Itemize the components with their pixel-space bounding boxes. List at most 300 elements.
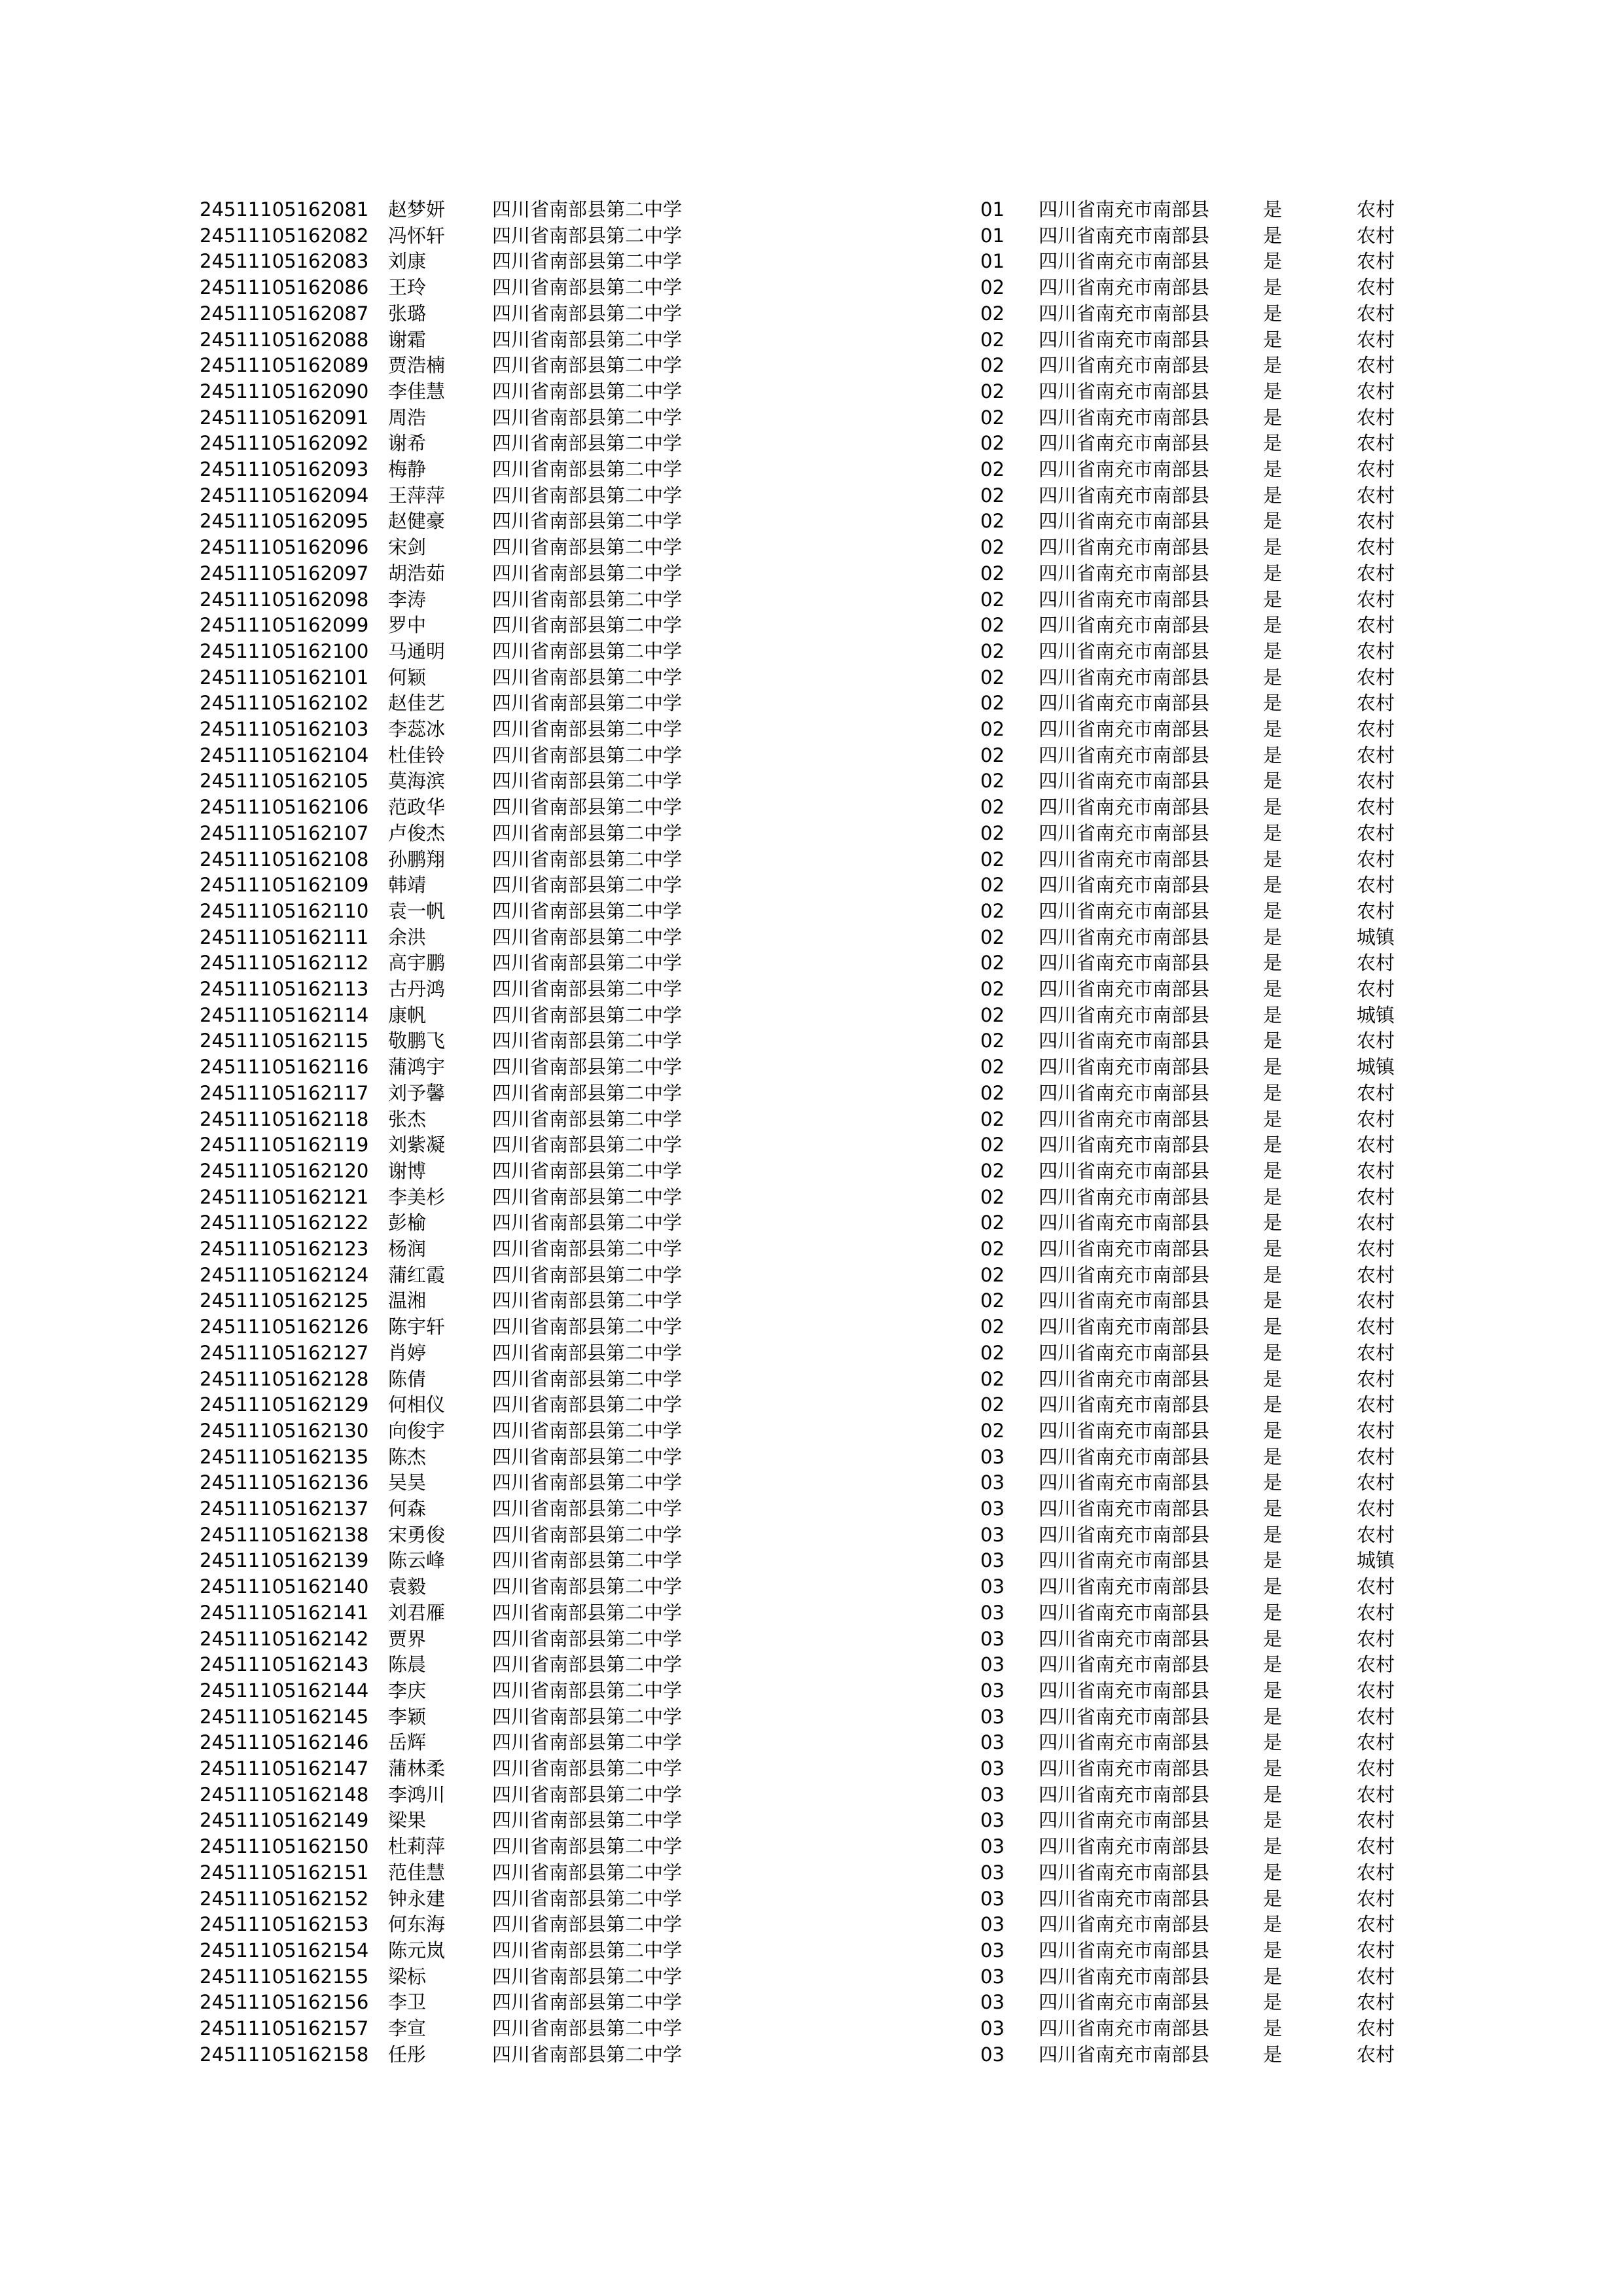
flag-cell: 是 <box>1263 614 1283 637</box>
student-id-cell: 24511105162107 <box>200 821 369 844</box>
flag-cell: 是 <box>1263 952 1283 975</box>
student-id-cell: 24511105162154 <box>200 1939 369 1962</box>
school-cell: 四川省南部县第二中学 <box>492 1238 683 1260</box>
student-name-cell: 李涛 <box>388 588 427 611</box>
student-name-cell: 刘予馨 <box>388 1081 446 1104</box>
class-code-cell: 02 <box>980 1030 1005 1052</box>
region-cell: 四川省南充市南部县 <box>1039 1107 1210 1130</box>
school-cell: 四川省南部县第二中学 <box>492 874 683 897</box>
class-code-cell: 03 <box>980 1523 1005 1546</box>
student-id-cell: 24511105162092 <box>200 432 369 455</box>
student-name-cell: 冯怀轩 <box>388 224 446 247</box>
residence-type-cell: 农村 <box>1357 1498 1395 1520</box>
class-code-cell: 02 <box>980 432 1005 455</box>
residence-type-cell: 农村 <box>1357 1757 1395 1780</box>
class-code-cell: 03 <box>980 2017 1005 2039</box>
student-name-cell: 刘康 <box>388 250 427 273</box>
table-row <box>0 872 1623 898</box>
student-name-cell: 陈杰 <box>388 1445 427 1468</box>
student-id-cell: 24511105162086 <box>200 276 369 299</box>
school-cell: 四川省南部县第二中学 <box>492 718 683 740</box>
student-id-cell: 24511105162149 <box>200 1809 369 1832</box>
student-name-cell: 孙鹏翔 <box>388 848 446 870</box>
residence-type-cell: 农村 <box>1357 1081 1395 1104</box>
class-code-cell: 03 <box>980 2043 1005 2066</box>
residence-type-cell: 农村 <box>1357 354 1395 377</box>
student-name-cell: 蒲红霞 <box>388 1263 446 1286</box>
student-id-cell: 24511105162083 <box>200 250 369 273</box>
class-code-cell: 03 <box>980 1653 1005 1676</box>
school-cell: 四川省南部县第二中学 <box>492 1549 683 1572</box>
student-name-cell: 李美杉 <box>388 1185 446 1208</box>
flag-cell: 是 <box>1263 1134 1283 1157</box>
residence-type-cell: 农村 <box>1357 250 1395 273</box>
residence-type-cell: 农村 <box>1357 1445 1395 1468</box>
residence-type-cell: 农村 <box>1357 562 1395 584</box>
student-name-cell: 刘紫凝 <box>388 1134 446 1157</box>
region-cell: 四川省南充市南部县 <box>1039 2017 1210 2039</box>
student-id-cell: 24511105162102 <box>200 692 369 715</box>
class-code-cell: 02 <box>980 796 1005 819</box>
school-cell: 四川省南部县第二中学 <box>492 250 683 273</box>
flag-cell: 是 <box>1263 354 1283 377</box>
flag-cell: 是 <box>1263 1056 1283 1079</box>
region-cell: 四川省南充市南部县 <box>1039 1134 1210 1157</box>
student-name-cell: 张杰 <box>388 1107 427 1130</box>
region-cell: 四川省南充市南部县 <box>1039 354 1210 377</box>
student-name-cell: 高宇鹏 <box>388 952 446 975</box>
flag-cell: 是 <box>1263 198 1283 221</box>
student-id-cell: 24511105162118 <box>200 1107 369 1130</box>
student-name-cell: 何颖 <box>388 666 427 689</box>
student-name-cell: 袁毅 <box>388 1575 427 1598</box>
table-row <box>0 586 1623 613</box>
student-name-cell: 康帆 <box>388 1003 427 1026</box>
class-code-cell: 02 <box>980 510 1005 533</box>
flag-cell: 是 <box>1263 1081 1283 1104</box>
student-name-cell: 宋勇俊 <box>388 1523 446 1546</box>
region-cell: 四川省南充市南部县 <box>1039 692 1210 715</box>
student-name-cell: 陈云峰 <box>388 1549 446 1572</box>
residence-type-cell: 农村 <box>1357 1289 1395 1312</box>
class-code-cell: 01 <box>980 198 1005 221</box>
region-cell: 四川省南充市南部县 <box>1039 874 1210 897</box>
region-cell: 四川省南充市南部县 <box>1039 1341 1210 1364</box>
class-code-cell: 03 <box>980 1575 1005 1598</box>
class-code-cell: 03 <box>980 1705 1005 1728</box>
class-code-cell: 02 <box>980 1341 1005 1364</box>
region-cell: 四川省南充市南部县 <box>1039 406 1210 429</box>
region-cell: 四川省南充市南部县 <box>1039 1030 1210 1052</box>
class-code-cell: 02 <box>980 536 1005 559</box>
student-id-cell: 24511105162106 <box>200 796 369 819</box>
table-row <box>0 223 1623 249</box>
flag-cell: 是 <box>1263 1887 1283 1910</box>
class-code-cell: 02 <box>980 562 1005 584</box>
region-cell: 四川省南充市南部县 <box>1039 588 1210 611</box>
residence-type-cell: 农村 <box>1357 198 1395 221</box>
flag-cell: 是 <box>1263 1471 1283 1494</box>
student-id-cell: 24511105162098 <box>200 588 369 611</box>
student-id-cell: 24511105162152 <box>200 1887 369 1910</box>
residence-type-cell: 农村 <box>1357 874 1395 897</box>
residence-type-cell: 农村 <box>1357 1991 1395 2014</box>
residence-type-cell: 农村 <box>1357 458 1395 480</box>
class-code-cell: 03 <box>980 1679 1005 1702</box>
table-row <box>0 1755 1623 1782</box>
class-code-cell: 03 <box>980 1471 1005 1494</box>
table-row <box>0 1859 1623 1886</box>
student-id-cell: 24511105162155 <box>200 1965 369 1988</box>
school-cell: 四川省南部县第二中学 <box>492 952 683 975</box>
flag-cell: 是 <box>1263 1757 1283 1780</box>
class-code-cell: 02 <box>980 1316 1005 1338</box>
student-name-cell: 向俊宇 <box>388 1419 446 1442</box>
student-id-cell: 24511105162121 <box>200 1185 369 1208</box>
flag-cell: 是 <box>1263 380 1283 403</box>
student-id-cell: 24511105162136 <box>200 1471 369 1494</box>
region-cell: 四川省南充市南部县 <box>1039 510 1210 533</box>
table-row <box>0 1833 1623 1859</box>
student-name-cell: 赵梦妍 <box>388 198 446 221</box>
table-row <box>0 1080 1623 1106</box>
student-id-cell: 24511105162114 <box>200 1003 369 1026</box>
student-id-cell: 24511105162151 <box>200 1861 369 1884</box>
flag-cell: 是 <box>1263 562 1283 584</box>
student-id-cell: 24511105162123 <box>200 1238 369 1260</box>
flag-cell: 是 <box>1263 1627 1283 1650</box>
student-name-cell: 马通明 <box>388 639 446 662</box>
student-name-cell: 余洪 <box>388 925 427 948</box>
school-cell: 四川省南部县第二中学 <box>492 354 683 377</box>
table-row <box>0 1132 1623 1158</box>
student-id-cell: 24511105162109 <box>200 874 369 897</box>
class-code-cell: 03 <box>980 1783 1005 1806</box>
student-id-cell: 24511105162082 <box>200 224 369 247</box>
class-code-cell: 02 <box>980 458 1005 480</box>
table-row <box>0 1262 1623 1288</box>
residence-type-cell: 农村 <box>1357 1419 1395 1442</box>
school-cell: 四川省南部县第二中学 <box>492 1523 683 1546</box>
table-row <box>0 352 1623 378</box>
school-cell: 四川省南部县第二中学 <box>492 588 683 611</box>
table-row <box>0 482 1623 509</box>
region-cell: 四川省南充市南部县 <box>1039 562 1210 584</box>
student-name-cell: 谢霜 <box>388 328 427 351</box>
student-name-cell: 陈倩 <box>388 1367 427 1390</box>
student-name-cell: 古丹鸿 <box>388 978 446 1000</box>
school-cell: 四川省南部县第二中学 <box>492 510 683 533</box>
school-cell: 四川省南部县第二中学 <box>492 1627 683 1650</box>
region-cell: 四川省南充市南部县 <box>1039 1783 1210 1806</box>
residence-type-cell: 农村 <box>1357 406 1395 429</box>
class-code-cell: 02 <box>980 899 1005 922</box>
table-row <box>0 820 1623 846</box>
student-id-cell: 24511105162141 <box>200 1601 369 1624</box>
flag-cell: 是 <box>1263 1601 1283 1624</box>
school-cell: 四川省南部县第二中学 <box>492 1861 683 1884</box>
student-id-cell: 24511105162124 <box>200 1263 369 1286</box>
school-cell: 四川省南部县第二中学 <box>492 796 683 819</box>
student-id-cell: 24511105162130 <box>200 1419 369 1442</box>
student-id-cell: 24511105162090 <box>200 380 369 403</box>
class-code-cell: 02 <box>980 1238 1005 1260</box>
class-code-cell: 02 <box>980 588 1005 611</box>
student-name-cell: 梅静 <box>388 458 427 480</box>
student-id-cell: 24511105162095 <box>200 510 369 533</box>
table-row <box>0 1573 1623 1600</box>
residence-type-cell: 农村 <box>1357 1211 1395 1234</box>
table-row <box>0 716 1623 742</box>
student-id-cell: 24511105162129 <box>200 1393 369 1416</box>
table-row <box>0 2015 1623 2041</box>
class-code-cell: 02 <box>980 1159 1005 1182</box>
flag-cell: 是 <box>1263 276 1283 299</box>
student-id-cell: 24511105162140 <box>200 1575 369 1598</box>
region-cell: 四川省南充市南部县 <box>1039 1601 1210 1624</box>
table-row <box>0 2041 1623 2068</box>
class-code-cell: 02 <box>980 821 1005 844</box>
table-row <box>0 1704 1623 1730</box>
residence-type-cell: 农村 <box>1357 1705 1395 1728</box>
region-cell: 四川省南充市南部县 <box>1039 1939 1210 1962</box>
class-code-cell: 01 <box>980 224 1005 247</box>
student-name-cell: 范佳慧 <box>388 1861 446 1884</box>
table-row <box>0 1391 1623 1418</box>
school-cell: 四川省南部县第二中学 <box>492 692 683 715</box>
region-cell: 四川省南充市南部县 <box>1039 1991 1210 2014</box>
residence-type-cell: 农村 <box>1357 899 1395 922</box>
table-row <box>0 1002 1623 1028</box>
table-row <box>0 1807 1623 1833</box>
school-cell: 四川省南部县第二中学 <box>492 899 683 922</box>
student-name-cell: 梁果 <box>388 1809 427 1832</box>
school-cell: 四川省南部县第二中学 <box>492 198 683 221</box>
flag-cell: 是 <box>1263 821 1283 844</box>
residence-type-cell: 农村 <box>1357 1523 1395 1546</box>
residence-type-cell: 农村 <box>1357 1367 1395 1390</box>
table-row <box>0 1366 1623 1392</box>
residence-type-cell: 农村 <box>1357 1783 1395 1806</box>
student-name-cell: 贾浩楠 <box>388 354 446 377</box>
school-cell: 四川省南部县第二中学 <box>492 770 683 793</box>
class-code-cell: 02 <box>980 874 1005 897</box>
student-id-cell: 24511105162117 <box>200 1081 369 1104</box>
student-id-cell: 24511105162146 <box>200 1731 369 1754</box>
table-row <box>0 1158 1623 1184</box>
student-id-cell: 24511105162157 <box>200 2017 369 2039</box>
school-cell: 四川省南部县第二中学 <box>492 614 683 637</box>
table-row <box>0 274 1623 300</box>
residence-type-cell: 农村 <box>1357 276 1395 299</box>
region-cell: 四川省南充市南部县 <box>1039 821 1210 844</box>
table-row <box>0 768 1623 794</box>
region-cell: 四川省南充市南部县 <box>1039 1523 1210 1546</box>
residence-type-cell: 农村 <box>1357 484 1395 507</box>
school-cell: 四川省南部县第二中学 <box>492 1185 683 1208</box>
table-row <box>0 1651 1623 1677</box>
region-cell: 四川省南充市南部县 <box>1039 614 1210 637</box>
school-cell: 四川省南部县第二中学 <box>492 2017 683 2039</box>
table-row <box>0 1469 1623 1496</box>
flag-cell: 是 <box>1263 224 1283 247</box>
school-cell: 四川省南部县第二中学 <box>492 1757 683 1780</box>
residence-type-cell: 农村 <box>1357 1030 1395 1052</box>
region-cell: 四川省南充市南部县 <box>1039 770 1210 793</box>
residence-type-cell: 农村 <box>1357 978 1395 1000</box>
school-cell: 四川省南部县第二中学 <box>492 536 683 559</box>
student-name-cell: 何相仪 <box>388 1393 446 1416</box>
school-cell: 四川省南部县第二中学 <box>492 1809 683 1832</box>
flag-cell: 是 <box>1263 1523 1283 1546</box>
flag-cell: 是 <box>1263 770 1283 793</box>
residence-type-cell: 农村 <box>1357 692 1395 715</box>
school-cell: 四川省南部县第二中学 <box>492 562 683 584</box>
student-name-cell: 卢俊杰 <box>388 821 446 844</box>
region-cell: 四川省南充市南部县 <box>1039 1627 1210 1650</box>
flag-cell: 是 <box>1263 1003 1283 1026</box>
school-cell: 四川省南部县第二中学 <box>492 1367 683 1390</box>
student-id-cell: 24511105162112 <box>200 952 369 975</box>
class-code-cell: 03 <box>980 1991 1005 2014</box>
student-name-cell: 谢希 <box>388 432 427 455</box>
flag-cell: 是 <box>1263 1575 1283 1598</box>
residence-type-cell: 农村 <box>1357 1341 1395 1364</box>
school-cell: 四川省南部县第二中学 <box>492 1316 683 1338</box>
student-id-cell: 24511105162110 <box>200 899 369 922</box>
residence-type-cell: 农村 <box>1357 2017 1395 2039</box>
residence-type-cell: 农村 <box>1357 666 1395 689</box>
class-code-cell: 03 <box>980 1445 1005 1468</box>
table-row <box>0 1184 1623 1210</box>
class-code-cell: 01 <box>980 250 1005 273</box>
flag-cell: 是 <box>1263 250 1283 273</box>
region-cell: 四川省南充市南部县 <box>1039 639 1210 662</box>
class-code-cell: 02 <box>980 848 1005 870</box>
student-id-cell: 24511105162139 <box>200 1549 369 1572</box>
residence-type-cell: 农村 <box>1357 328 1395 351</box>
residence-type-cell: 农村 <box>1357 770 1395 793</box>
flag-cell: 是 <box>1263 796 1283 819</box>
region-cell: 四川省南充市南部县 <box>1039 744 1210 766</box>
table-row <box>0 300 1623 327</box>
region-cell: 四川省南充市南部县 <box>1039 302 1210 325</box>
class-code-cell: 02 <box>980 406 1005 429</box>
school-cell: 四川省南部县第二中学 <box>492 1289 683 1312</box>
flag-cell: 是 <box>1263 510 1283 533</box>
flag-cell: 是 <box>1263 1549 1283 1572</box>
table-row <box>0 612 1623 638</box>
school-cell: 四川省南部县第二中学 <box>492 1056 683 1079</box>
class-code-cell: 03 <box>980 1627 1005 1650</box>
residence-type-cell: 农村 <box>1357 1939 1395 1962</box>
student-id-cell: 24511105162111 <box>200 925 369 948</box>
school-cell: 四川省南部县第二中学 <box>492 432 683 455</box>
table-row <box>0 794 1623 820</box>
region-cell: 四川省南充市南部县 <box>1039 1705 1210 1728</box>
region-cell: 四川省南充市南部县 <box>1039 1263 1210 1286</box>
region-cell: 四川省南充市南部县 <box>1039 536 1210 559</box>
student-name-cell: 胡浩茹 <box>388 562 446 584</box>
table-row <box>0 690 1623 716</box>
region-cell: 四川省南充市南部县 <box>1039 925 1210 948</box>
region-cell: 四川省南充市南部县 <box>1039 1445 1210 1468</box>
class-code-cell: 03 <box>980 1913 1005 1936</box>
class-code-cell: 02 <box>980 666 1005 689</box>
school-cell: 四川省南部县第二中学 <box>492 639 683 662</box>
school-cell: 四川省南部县第二中学 <box>492 1030 683 1052</box>
school-cell: 四川省南部县第二中学 <box>492 821 683 844</box>
residence-type-cell: 农村 <box>1357 1653 1395 1676</box>
class-code-cell: 03 <box>980 1498 1005 1520</box>
student-name-cell: 李宣 <box>388 2017 427 2039</box>
student-name-cell: 杨润 <box>388 1238 427 1260</box>
flag-cell: 是 <box>1263 1991 1283 2014</box>
flag-cell: 是 <box>1263 588 1283 611</box>
school-cell: 四川省南部县第二中学 <box>492 224 683 247</box>
residence-type-cell: 农村 <box>1357 2043 1395 2066</box>
residence-type-cell: 农村 <box>1357 536 1395 559</box>
school-cell: 四川省南部县第二中学 <box>492 1601 683 1624</box>
flag-cell: 是 <box>1263 1835 1283 1858</box>
table-row <box>0 1729 1623 1755</box>
student-name-cell: 李鸿川 <box>388 1783 446 1806</box>
residence-type-cell: 农村 <box>1357 1679 1395 1702</box>
class-code-cell: 02 <box>980 639 1005 662</box>
school-cell: 四川省南部县第二中学 <box>492 458 683 480</box>
student-name-cell: 宋剑 <box>388 536 427 559</box>
student-id-cell: 24511105162096 <box>200 536 369 559</box>
residence-type-cell: 农村 <box>1357 1627 1395 1650</box>
school-cell: 四川省南部县第二中学 <box>492 1939 683 1962</box>
student-id-cell: 24511105162089 <box>200 354 369 377</box>
class-code-cell: 03 <box>980 1887 1005 1910</box>
table-row <box>0 378 1623 404</box>
residence-type-cell: 农村 <box>1357 1835 1395 1858</box>
flag-cell: 是 <box>1263 2017 1283 2039</box>
residence-type-cell: 农村 <box>1357 224 1395 247</box>
student-name-cell: 杜佳铃 <box>388 744 446 766</box>
class-code-cell: 02 <box>980 380 1005 403</box>
region-cell: 四川省南充市南部县 <box>1039 1913 1210 1936</box>
table-row <box>0 1964 1623 1990</box>
flag-cell: 是 <box>1263 328 1283 351</box>
student-id-cell: 24511105162156 <box>200 1991 369 2014</box>
region-cell: 四川省南充市南部县 <box>1039 1731 1210 1754</box>
student-id-cell: 24511105162135 <box>200 1445 369 1468</box>
class-code-cell: 02 <box>980 1185 1005 1208</box>
table-row <box>0 1547 1623 1573</box>
student-id-cell: 24511105162113 <box>200 978 369 1000</box>
school-cell: 四川省南部县第二中学 <box>492 1003 683 1026</box>
school-cell: 四川省南部县第二中学 <box>492 1965 683 1988</box>
flag-cell: 是 <box>1263 1419 1283 1442</box>
class-code-cell: 02 <box>980 1211 1005 1234</box>
residence-type-cell: 农村 <box>1357 432 1395 455</box>
region-cell: 四川省南充市南部县 <box>1039 666 1210 689</box>
flag-cell: 是 <box>1263 1965 1283 1988</box>
class-code-cell: 02 <box>980 978 1005 1000</box>
flag-cell: 是 <box>1263 1498 1283 1520</box>
region-cell: 四川省南充市南部县 <box>1039 1861 1210 1884</box>
residence-type-cell: 农村 <box>1357 744 1395 766</box>
region-cell: 四川省南充市南部县 <box>1039 1289 1210 1312</box>
student-id-cell: 24511105162104 <box>200 744 369 766</box>
student-name-cell: 李庆 <box>388 1679 427 1702</box>
school-cell: 四川省南部县第二中学 <box>492 1783 683 1806</box>
student-name-cell: 温湘 <box>388 1289 427 1312</box>
region-cell: 四川省南充市南部县 <box>1039 1653 1210 1676</box>
